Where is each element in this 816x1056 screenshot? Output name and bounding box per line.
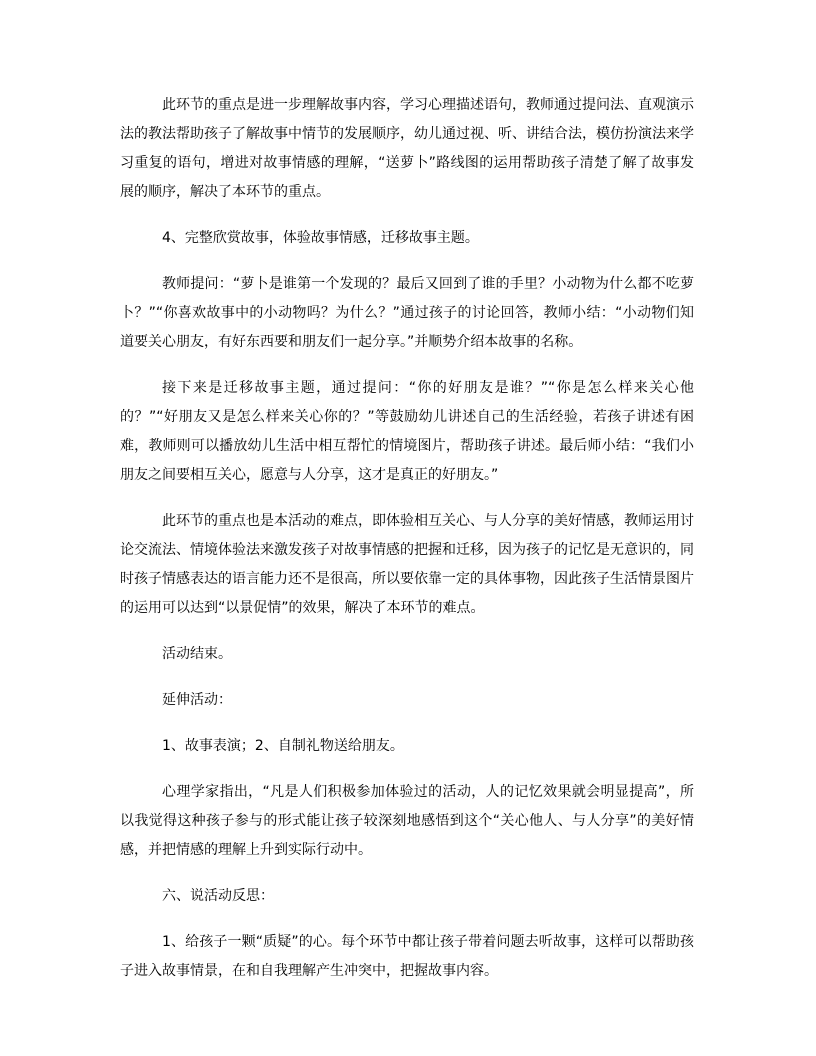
paragraph-teacher-questions: 教师提问：“萝卜是谁第一个发现的？最后又回到了谁的手里？小动物为什么都不吃萝卜？”“你喜欢故事中的小动物吗？为什么？”通过孩子的讨论回答，教师小结：“小动物们知道要关心朋友，有好东西要和朋友们一起分享。”并顺势介绍本故事的名称。: [120, 276, 694, 350]
paragraph-activity-end: 活动结束。: [162, 646, 232, 662]
paragraph-section-difficulty: 此环节的重点也是本活动的难点，即体验相互关心、与人分享的美好情感，教师运用讨论交流法、情境体验法来激发孩子对故事情感的把握和迁移，因为孩子的记忆是无意识的，同时孩子情感表达的语言能力还不是很高，所以要依靠一定的具体事物，因此孩子生活情景图片的运用可以达到“以景促情”的效果，解决了本环节的难点。: [120, 513, 694, 616]
paragraph-section-focus: 此环节的重点是进一步理解故事内容，学习心理描述语句，教师通过提问法、直观演示法的教法帮助孩子了解故事中情节的发展顺序，幼儿通过视、听、讲结合法，模仿扮演法来学习重复的语句，增进对故事情感的理解，“送萝卜”路线图的运用帮助孩子清楚了解了故事发展的顺序，解决了本环节的重点。: [120, 97, 694, 200]
paragraph-reflection-item-1: 1、给孩子一颗“质疑”的心。每个环节中都让孩子带着问题去听故事，这样可以帮助孩子进入故事情景，在和自我理解产生冲突中，把握故事内容。: [120, 934, 694, 979]
paragraph-reflection-heading: 六、说活动反思：: [162, 888, 274, 904]
document-page: [120, 91, 694, 1003]
paragraph-extension-items: 1、故事表演；2、自制礼物送给朋友。: [162, 738, 404, 754]
paragraph-theme-transfer: 接下来是迁移故事主题，通过提问：“你的好朋友是谁？”“你是怎么样来关心他的？”“好朋友又是怎么样来关心你的？”等鼓励幼儿讲述自己的生活经验，若孩子讲述有困难，教师则可以播放幼儿生活中相互帮忙的情境图片，帮助孩子讲述。最后师小结：“我们小朋友之间要相互关心，愿意与人分享，这才是真正的好朋友。”: [120, 380, 694, 483]
paragraph-extension-heading: 延伸活动：: [162, 692, 232, 708]
paragraph-step-4-heading: 4、完整欣赏故事，体验故事情感，迁移故事主题。: [162, 230, 479, 246]
paragraph-psychologist-quote: 心理学家指出，“凡是人们积极参加体验过的活动，人的记忆效果就会明显提高”，所以我觉得这种孩子参与的形式能让孩子较深刻地感悟到这个“关心他人、与人分享”的美好情感，并把情感的理解上升到实际行动中。: [120, 784, 694, 858]
